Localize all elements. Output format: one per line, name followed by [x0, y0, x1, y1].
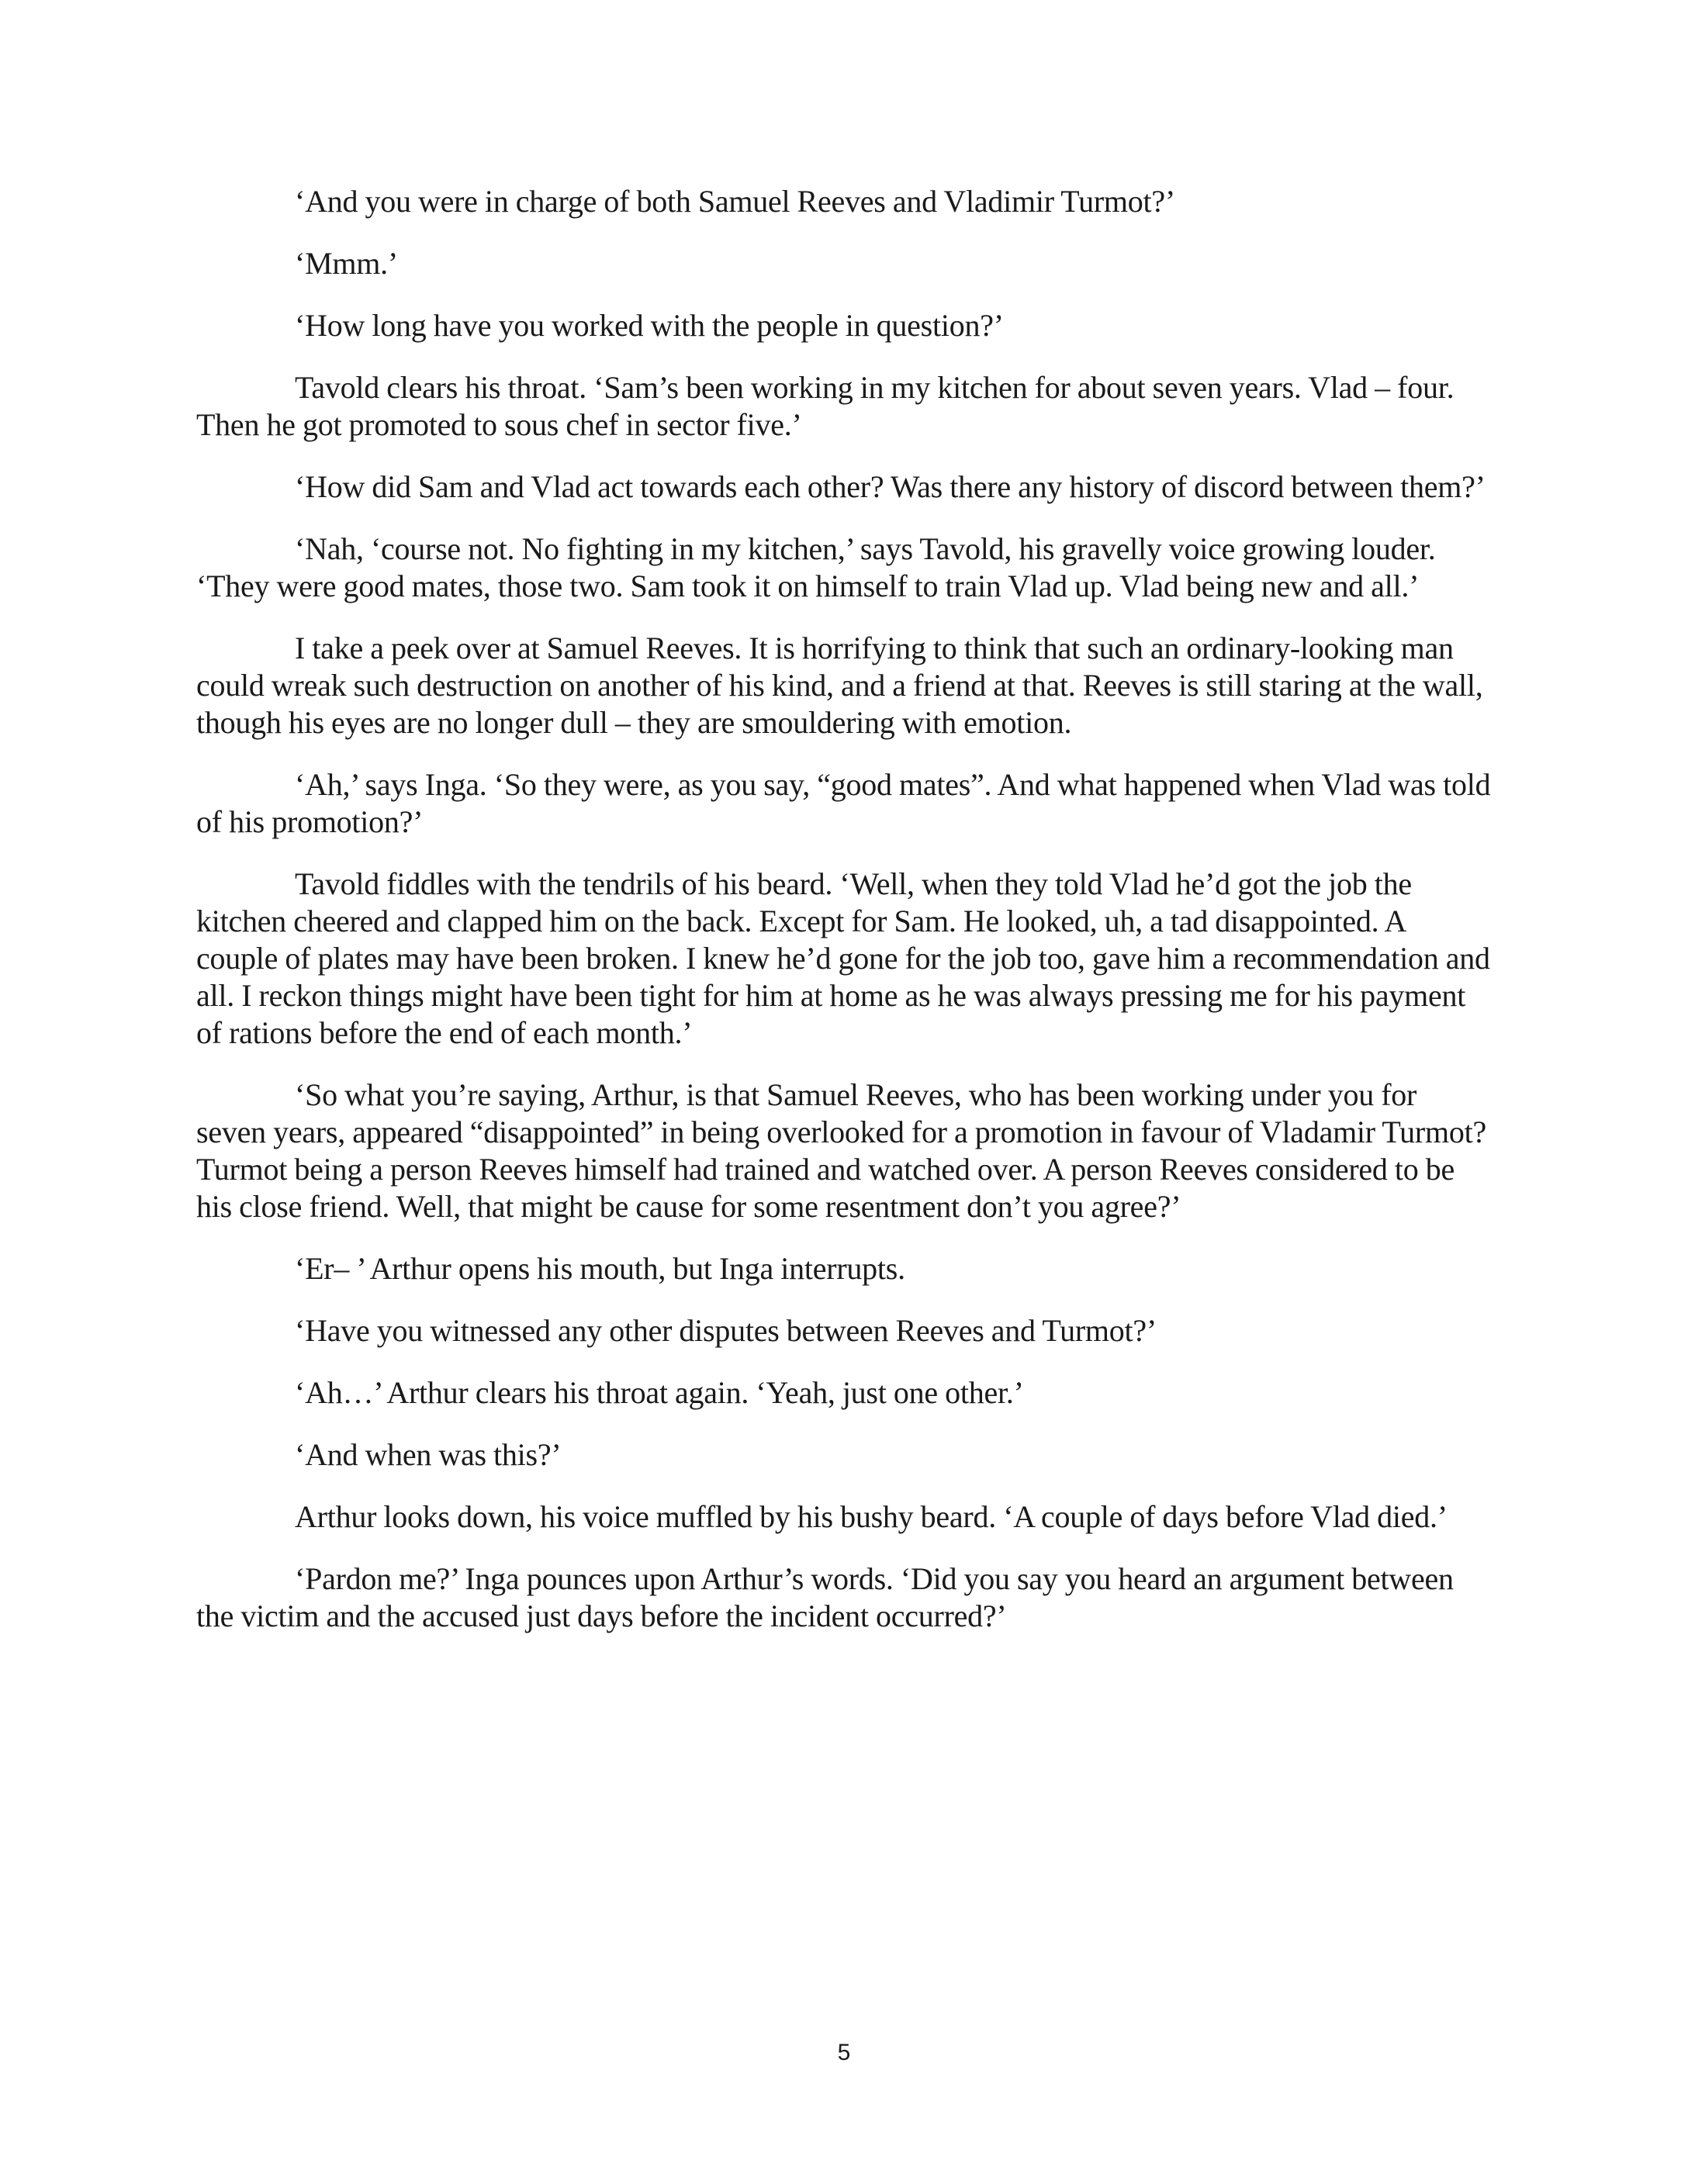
paragraph: I take a peek over at Samuel Reeves. It is horrifying to think that such an ordinary-looking man could wreak such destruction on another of his kind, and a friend at that. Reeves is still staring at the wall, though his eyes are no longer dull – they are smouldering with emotion. [196, 631, 1483, 740]
paragraph: ‘Ah…’ Arthur clears his throat again. ‘Yeah, just one other.’ [295, 1375, 1024, 1410]
paragraph: ‘And you were in charge of both Samuel Reeves and Vladimir Turmot?’ [295, 184, 1175, 219]
body-text [196, 183, 1492, 1660]
paragraph: Arthur looks down, his voice muffled by his bushy beard. ‘A couple of days before Vlad died.’ [295, 1499, 1448, 1534]
paragraph: ‘How did Sam and Vlad act towards each other? Was there any history of discord between them?’ [295, 469, 1486, 504]
paragraph: ‘Have you witnessed any other disputes between Reeves and Turmot?’ [295, 1313, 1157, 1348]
paragraph: Tavold clears his throat. ‘Sam’s been working in my kitchen for about seven years. Vlad – four. Then he got promoted to sous chef in sector five.’ [196, 370, 1455, 442]
paragraph: Tavold fiddles with the tendrils of his beard. ‘Well, when they told Vlad he’d got the job the kitchen cheered and clapped him on the back. Except for Sam. He looked, uh, a tad disappointed. A couple of plates may have been broken. I knew he’d gone for the job too, gave him a recommendation and all. I reckon things might have been tight for him at home as he was always pressing me for his payment of rations before the end of each month.’ [196, 866, 1490, 1050]
paragraph: ‘Ah,’ says Inga. ‘So they were, as you say, “good mates”. And what happened when Vlad was told of his promotion?’ [196, 767, 1491, 839]
paragraph: ‘Er– ’ Arthur opens his mouth, but Inga interrupts. [295, 1251, 905, 1286]
paragraph: ‘Nah, ‘course not. No fighting in my kitchen,’ says Tavold, his gravelly voice growing louder. ‘They were good mates, those two. Sam took it on himself to train Vlad up. Vlad being new and all.’ [196, 531, 1436, 603]
paragraph: ‘How long have you worked with the people in question?’ [295, 308, 1004, 343]
paragraph: ‘And when was this?’ [295, 1437, 562, 1472]
paragraph: ‘Pardon me?’ Inga pounces upon Arthur’s words. ‘Did you say you heard an argument between the victim and the accused just days before the incident occurred?’ [196, 1561, 1454, 1633]
paragraph: ‘Mmm.’ [295, 246, 398, 281]
paragraph: ‘So what you’re saying, Arthur, is that Samuel Reeves, who has been working under you for seven years, appeared “disappointed” in being overlooked for a promotion in favour of Vladamir Turmot? Turmot being a person Reeves himself had trained and watched over. A person Reeves considered to be his close friend. Well, that might be cause for some resentment don’t you agree?’ [196, 1077, 1486, 1224]
page-number: 5 [837, 2040, 851, 2065]
